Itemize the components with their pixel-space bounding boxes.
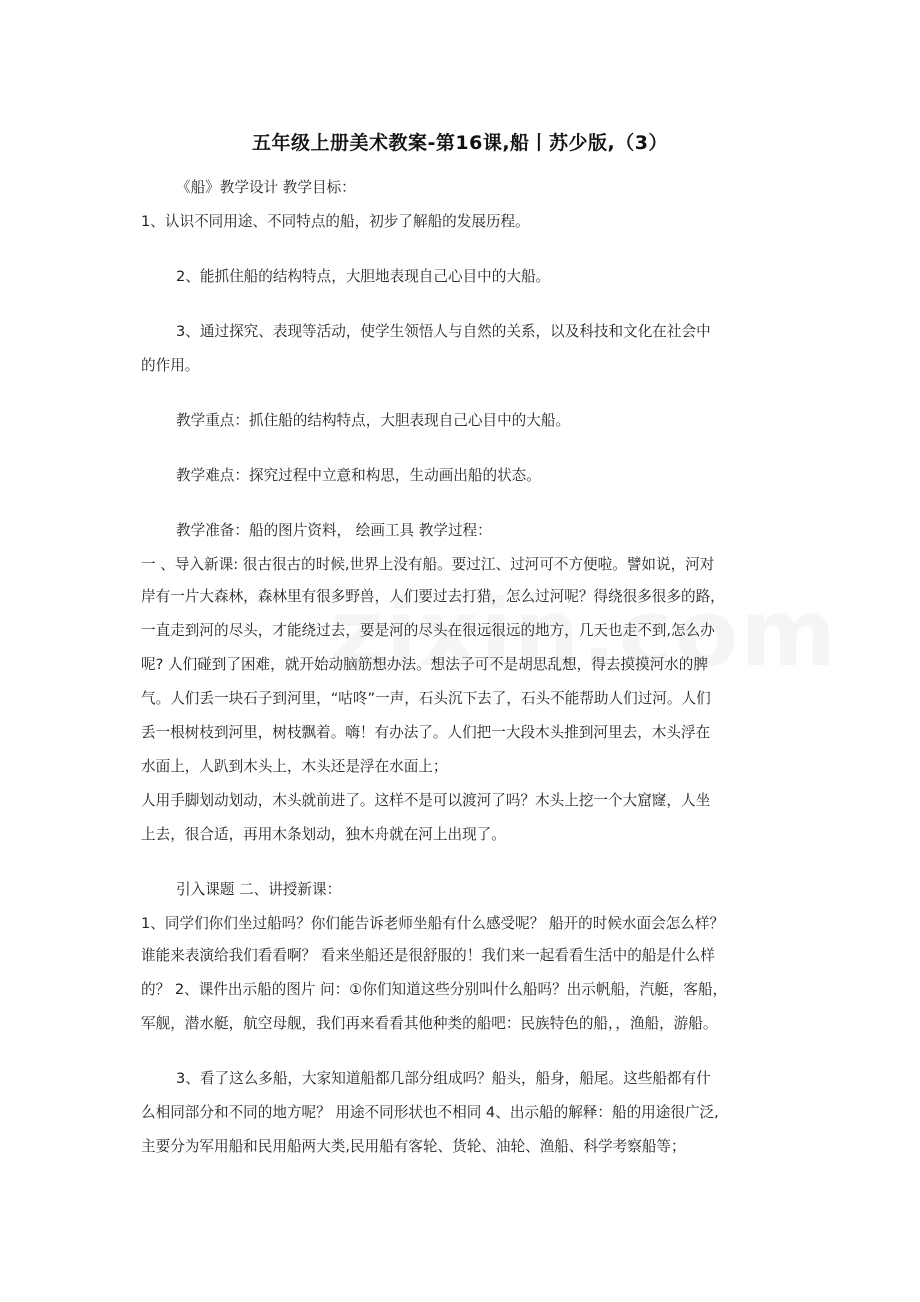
text-line: 1、同学们你们坐过船吗？你们能告诉老师坐船有什么感受呢？ 船开的时候水面会怎么样？ xyxy=(141,915,725,932)
text-line: 3、通过探究、表现等活动，使学生领悟人与自然的关系，以及科技和文化在社会中 xyxy=(176,323,711,340)
page-title: 五年级上册美术教案-第16课,船丨苏少版,（3） xyxy=(252,132,668,154)
text-line: 1、认识不同用途、不同特点的船，初步了解船的发展历程。 xyxy=(141,213,530,230)
text-line: 《船》教学设计 教学目标： xyxy=(176,179,356,196)
text-line: 引入课题 二、讲授新课： xyxy=(176,881,342,898)
text-line: 人用手脚划动划动，木头就前进了。这样不是可以渡河了吗？木头上挖一个大窟窿，人坐 xyxy=(141,792,711,809)
text-line: 教学重点：抓住船的结构特点，大胆表现自己心目中的大船。 xyxy=(176,412,571,429)
text-line: 一直走到河的尽头，才能绕过去，要是河的尽头在很远很远的地方，几天也走不到,怎么办 xyxy=(141,622,715,639)
text-line: 的？ 2、课件出示船的图片 问：①你们知道这些分别叫什么船吗？出示帆船，汽艇，客船， xyxy=(141,981,728,998)
text-line: 上去，很合适，再用木条划动，独木舟就在河上出现了。 xyxy=(141,826,506,843)
text-line: 军舰，潜水艇，航空母舰，我们再来看看其他种类的船吧：民族特色的船，，渔船，游船。 xyxy=(141,1015,718,1032)
text-line: 教学难点：探究过程中立意和构思，生动画出船的状态。 xyxy=(176,467,541,484)
text-line: 主要分为军用船和民用船两大类,民用船有客轮、货轮、油轮、渔船、科学考察船等； xyxy=(141,1138,686,1155)
text-line: 谁能来表演给我们看看啊？ 看来坐船还是很舒服的！我们来一起看看生活中的船是什么样 xyxy=(141,947,715,964)
text-line: 岸有一片大森林，森林里有很多野兽，人们要过去打猎，怎么过河呢？得绕很多很多的路， xyxy=(141,588,725,605)
text-line: 3、看了这么多船，大家知道船都几部分组成吗？船头，船身，船尾。这些船都有什 xyxy=(176,1070,711,1087)
text-line: 呢? 人们碰到了困难，就开始动脑筋想办法。想法子可不是胡思乱想，得去摸摸河水的脾 xyxy=(141,656,708,673)
text-line: 教学准备：船的图片资料， 绘画工具 教学过程： xyxy=(176,522,492,539)
text-line: 2、能抓住船的结构特点，大胆地表现自己心目中的大船。 xyxy=(176,268,551,285)
text-line: 一 、导入新课: 很古很古的时候,世界上没有船。要过江、过河可不方便啦。譬如说，河对 xyxy=(141,556,715,573)
text-line: 丢一根树枝到河里，树枝飘着。嗨！有办法了。人们把一大段木头推到河里去，木头浮在 xyxy=(141,724,711,741)
text-line: 么相同部分和不同的地方呢？ 用途不同形状也不相同 4、出示船的解释：船的用途很广泛, xyxy=(141,1104,719,1121)
text-line: 水面上，人趴到木头上，木头还是浮在水面上； xyxy=(141,758,448,775)
text-line: 气。人们丢一块石子到河里，“咕咚”一声，石头沉下去了，石头不能帮助人们过河。人们 xyxy=(141,690,711,707)
text-line: 的作用。 xyxy=(141,357,200,374)
